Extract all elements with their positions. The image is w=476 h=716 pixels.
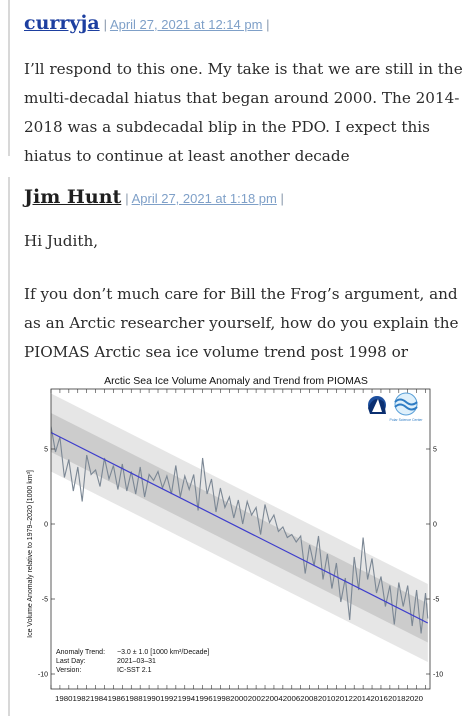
x-tick-label: 1992 [160, 696, 178, 703]
x-tick-label: 2016 [370, 696, 389, 703]
legend-version-value: IC-SST 2.1 [117, 667, 152, 674]
y-tick-label-left: 5 [44, 446, 48, 454]
x-tick-label: 1988 [125, 696, 143, 703]
y-tick-label-right: -10 [433, 671, 444, 679]
author-link[interactable]: curryja [24, 12, 100, 34]
legend-trend-value: −3.0 ± 1.0 [1000 km³/Decade] [117, 649, 210, 656]
y-tick-label-left: -5 [41, 596, 48, 604]
x-tick-label: 2008 [300, 696, 318, 703]
y-tick-label-left: 0 [44, 521, 48, 529]
chart-ylabel: Ice Volume Anomaly relative to 1979–2020 [1000 km³] [27, 470, 34, 638]
x-tick-label: 2002 [247, 696, 266, 703]
y-tick-label-left: -10 [37, 671, 48, 679]
comment-date-link[interactable]: April 27, 2021 at 1:18 pm [131, 191, 277, 206]
author-link[interactable]: Jim Hunt [24, 186, 122, 208]
x-tick-label: 1996 [195, 696, 213, 703]
y-tick-label-right: 0 [433, 521, 437, 529]
comment-header [24, 186, 284, 208]
x-tick-label: 1984 [90, 696, 108, 703]
x-tick-label: 2004 [265, 696, 283, 703]
comment-meta: | April 27, 2021 at 1:18 pm | [125, 191, 284, 206]
piomas-chart-image [22, 372, 450, 708]
x-tick-label: 1986 [107, 696, 126, 703]
x-tick-label: 1994 [177, 696, 196, 703]
chart-title: Arctic Sea Ice Volume Anomaly and Trend from PIOMAS [104, 375, 368, 387]
comment-text: I’ll respond to this one. My take is that we are still in the multi-decadal hiatus that began around 2000. The 2014-2018 was a subdecadal blip in the PDO. I expect this hiatus to continue at least another decade [24, 60, 463, 165]
comment-date-link[interactable]: April 27, 2021 at 12:14 pm [109, 17, 263, 32]
x-tick-label: 1982 [72, 696, 91, 703]
thread-indent-line [8, 177, 10, 716]
x-tick-label: 2018 [388, 696, 406, 703]
thread-indent-line [8, 0, 10, 156]
x-tick-label: 1980 [55, 696, 73, 703]
x-tick-label: 1990 [142, 696, 161, 703]
y-tick-label-right: -5 [433, 596, 440, 604]
comment-header [24, 12, 269, 34]
x-tick-label: 2012 [335, 696, 354, 703]
noaa-style-logo-icon [368, 396, 386, 414]
comment-meta: | April 27, 2021 at 12:14 pm | [103, 17, 270, 32]
legend-version-label: Version: [56, 667, 82, 674]
x-tick-label: 2014 [352, 696, 371, 703]
x-tick-label: 2020 [405, 696, 424, 703]
y-tick-label-right: 5 [433, 446, 437, 454]
x-tick-label: 2006 [282, 696, 301, 703]
x-tick-label: 1998 [212, 696, 231, 703]
logo-caption: Polar Science Center [389, 418, 423, 422]
comment-text: If you don’t much care for Bill the Frog’s argument, and as an Arctic researcher yourself, how do you explain the PIOMAS Arctic sea ice volume trend post 1998 or [24, 285, 459, 361]
x-tick-label: 2000 [230, 696, 248, 703]
legend-lastday-label: Last Day: [56, 658, 86, 665]
x-tick-label: 2010 [317, 696, 336, 703]
piomas-chart [22, 372, 450, 708]
comment-greeting: Hi Judith, [24, 232, 99, 250]
legend-lastday-value: 2021–03–31 [117, 658, 156, 665]
legend-trend-label: Anomaly Trend: [56, 649, 106, 656]
